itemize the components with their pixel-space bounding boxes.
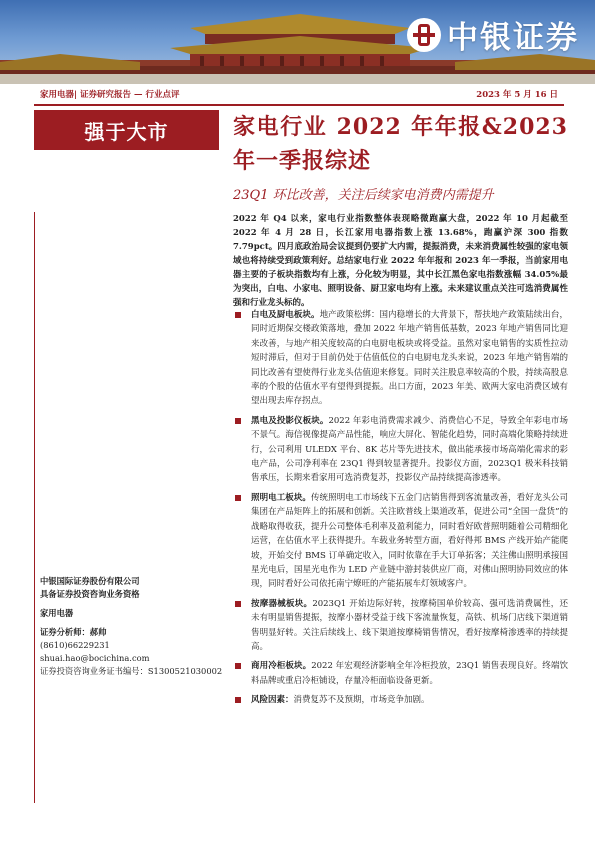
bullet-icon [235, 663, 241, 669]
report-category: 家用电器| 证券研究报告 — 行业点评 [40, 90, 180, 100]
bullet-text: 消费复苏不及预期，市场竞争加剧。 [293, 695, 430, 706]
page-subtitle: 23Q1 环比改善，关注后续家电消费内需提升 [233, 188, 494, 203]
brand-logo [407, 12, 579, 57]
list-item [233, 414, 568, 486]
brand-name: 中银证券 [447, 20, 579, 56]
header-banner [0, 0, 595, 84]
bullet-text: 2022 年彩电消费需求减少、消费信心不足，导致全年彩电市场不景气。海信视像提高产品性能，响应大屏化、智能化趋势，同时高端化策略持续进行，公司利用 ULEDX 平台、8K 芯片等先进技术，做出能承接市场高端化需求的彩电产品，公司净利率在 23Q1 得到较显著提升。投影仪方面，2023Q1 极米科技销售承压，长期来看家用可选消费复苏，投影仪产品持续提高渗透率。 [251, 415, 568, 484]
bullet-icon [235, 697, 241, 703]
industry-label: 家用电器 [40, 608, 74, 618]
sidebar-divider [34, 212, 35, 803]
list-item [233, 597, 568, 655]
bullet-heading: 白电及厨电板块。 [251, 310, 320, 320]
qualification: 具备证券投资咨询业务资格 [40, 589, 140, 599]
bullet-heading: 风险因素： [251, 695, 294, 706]
analyst-email: shuai.hao@bocichina.com [40, 653, 150, 663]
bullet-text: 2023Q1 开始边际好转，按摩椅国单价较高、强可选消费属性，还未有明显销售提振，按摩小器材受益于线下客流量恢复，高铁、机场门店线下渠道销售明显好转。关注后续线上、线下渠道按摩椅销售情况，看好按摩椅渗透率的持续提高。 [251, 598, 568, 652]
analyst-certificate: 证券投资咨询业务证书编号：S1300521030002 [40, 666, 223, 676]
report-date: 2023 年 5 月 16 日 [476, 90, 558, 100]
analyst-name: 证券分析师：郝帅 [40, 627, 107, 637]
list-item [233, 659, 568, 688]
bullet-text: 地产政策松绑：国内稳增长的大背景下，帮扶地产政策陆续出台，同时近期保交楼政策落地，叠加 2022 年地产销售低基数，2023 年地产销售同比迎来改善，与地产相关度较高的白电厨电板块或将受益。虽然对家电销售的实质性拉动短时滞后，但对于目前仍处于估值低位的白电厨电龙头来说，2023 年地产销售端的同比改善有望使得行业龙头估值迎来修复。同时关注股息率较高的个股，持续高股息率的个股的估值水平有望得到提振。出口方面，2023 年美、欧两大家电消费区域有望出现去库存拐点。 [251, 310, 568, 407]
bullet-text: 2022 年宏观经济影响全年冷柜投放，23Q1 销售表现良好。终端饮料品牌或重启冷柜铺设，存量冷柜面临设备更新。 [251, 661, 568, 686]
bullet-list [233, 308, 568, 713]
list-item [233, 491, 568, 592]
bullet-text: 传统照明电工市场线下五金门店销售得到客流量改善，看好龙头公司集团在产品矩阵上的拓展和创新。关注欧普线上渠道改革，促进公司“全国一盘货”的战略取得收获，提升公司整体毛利率及盈利能力，同时看好欧普照明随着公司精细化运营，在估值水平上获得提升。车载业务转型方面，看好得邦 BMS 产线开始产能爬坡，开始交付 BMS 订单确定收入，同时依靠在手大订单拓客；关注佛山照明承接国星光电后，国星光电作为 LED 产业链中游封装供应厂商，对佛山照明协同效应的体现，同时看好公司依托南宁燎旺的产能拓展车灯领域客户。 [251, 492, 568, 590]
company-name: 中银国际证券股份有限公司 [40, 576, 140, 586]
bullet-icon [235, 495, 241, 501]
analyst-phone: (8610)66229231 [40, 640, 110, 650]
list-item [233, 693, 568, 707]
list-item [233, 308, 568, 409]
rating-badge: 强于大市 [34, 110, 219, 150]
sidebar-info [40, 575, 225, 678]
bullet-icon [235, 312, 241, 318]
summary-paragraph: 2022 年 Q4 以来，家电行业指数整体表现略微跑赢大盘，2022 年 10 月起截至 2022 年 4 月 28 日，长江家用电器指数上涨 13.68%，跑赢沪深 300 指数 7.79pct。四月底政治局会议提到仍要扩大内需，提振消费，未来消费属性较强的家电领域也将持续受到政策利好。总结家电行业 2022 年年报和 2023 年一季报，当前家用电器主要的子板块指数均有上涨，分化较为明显，其中长江黑色家电指数涨幅 34.05%最为突出，白电、小家电、照明设备、厨卫家电均有上涨。未来建议重点关注可选消费属性强和行业龙头标的。 [233, 214, 568, 308]
bullet-icon [235, 418, 241, 424]
bullet-icon [235, 601, 241, 607]
bullet-heading: 黑电及投影仪板块。 [251, 415, 329, 426]
bullet-heading: 照明电工板块。 [251, 492, 311, 503]
page-title: 家电行业 2022 年年报&2023 年一季报综述 [233, 114, 568, 174]
bullet-heading: 按摩器械板块。 [251, 598, 313, 609]
bullet-heading: 商用冷柜板块。 [251, 661, 312, 672]
boc-logo-icon [407, 18, 441, 52]
report-header-bar [34, 84, 564, 106]
